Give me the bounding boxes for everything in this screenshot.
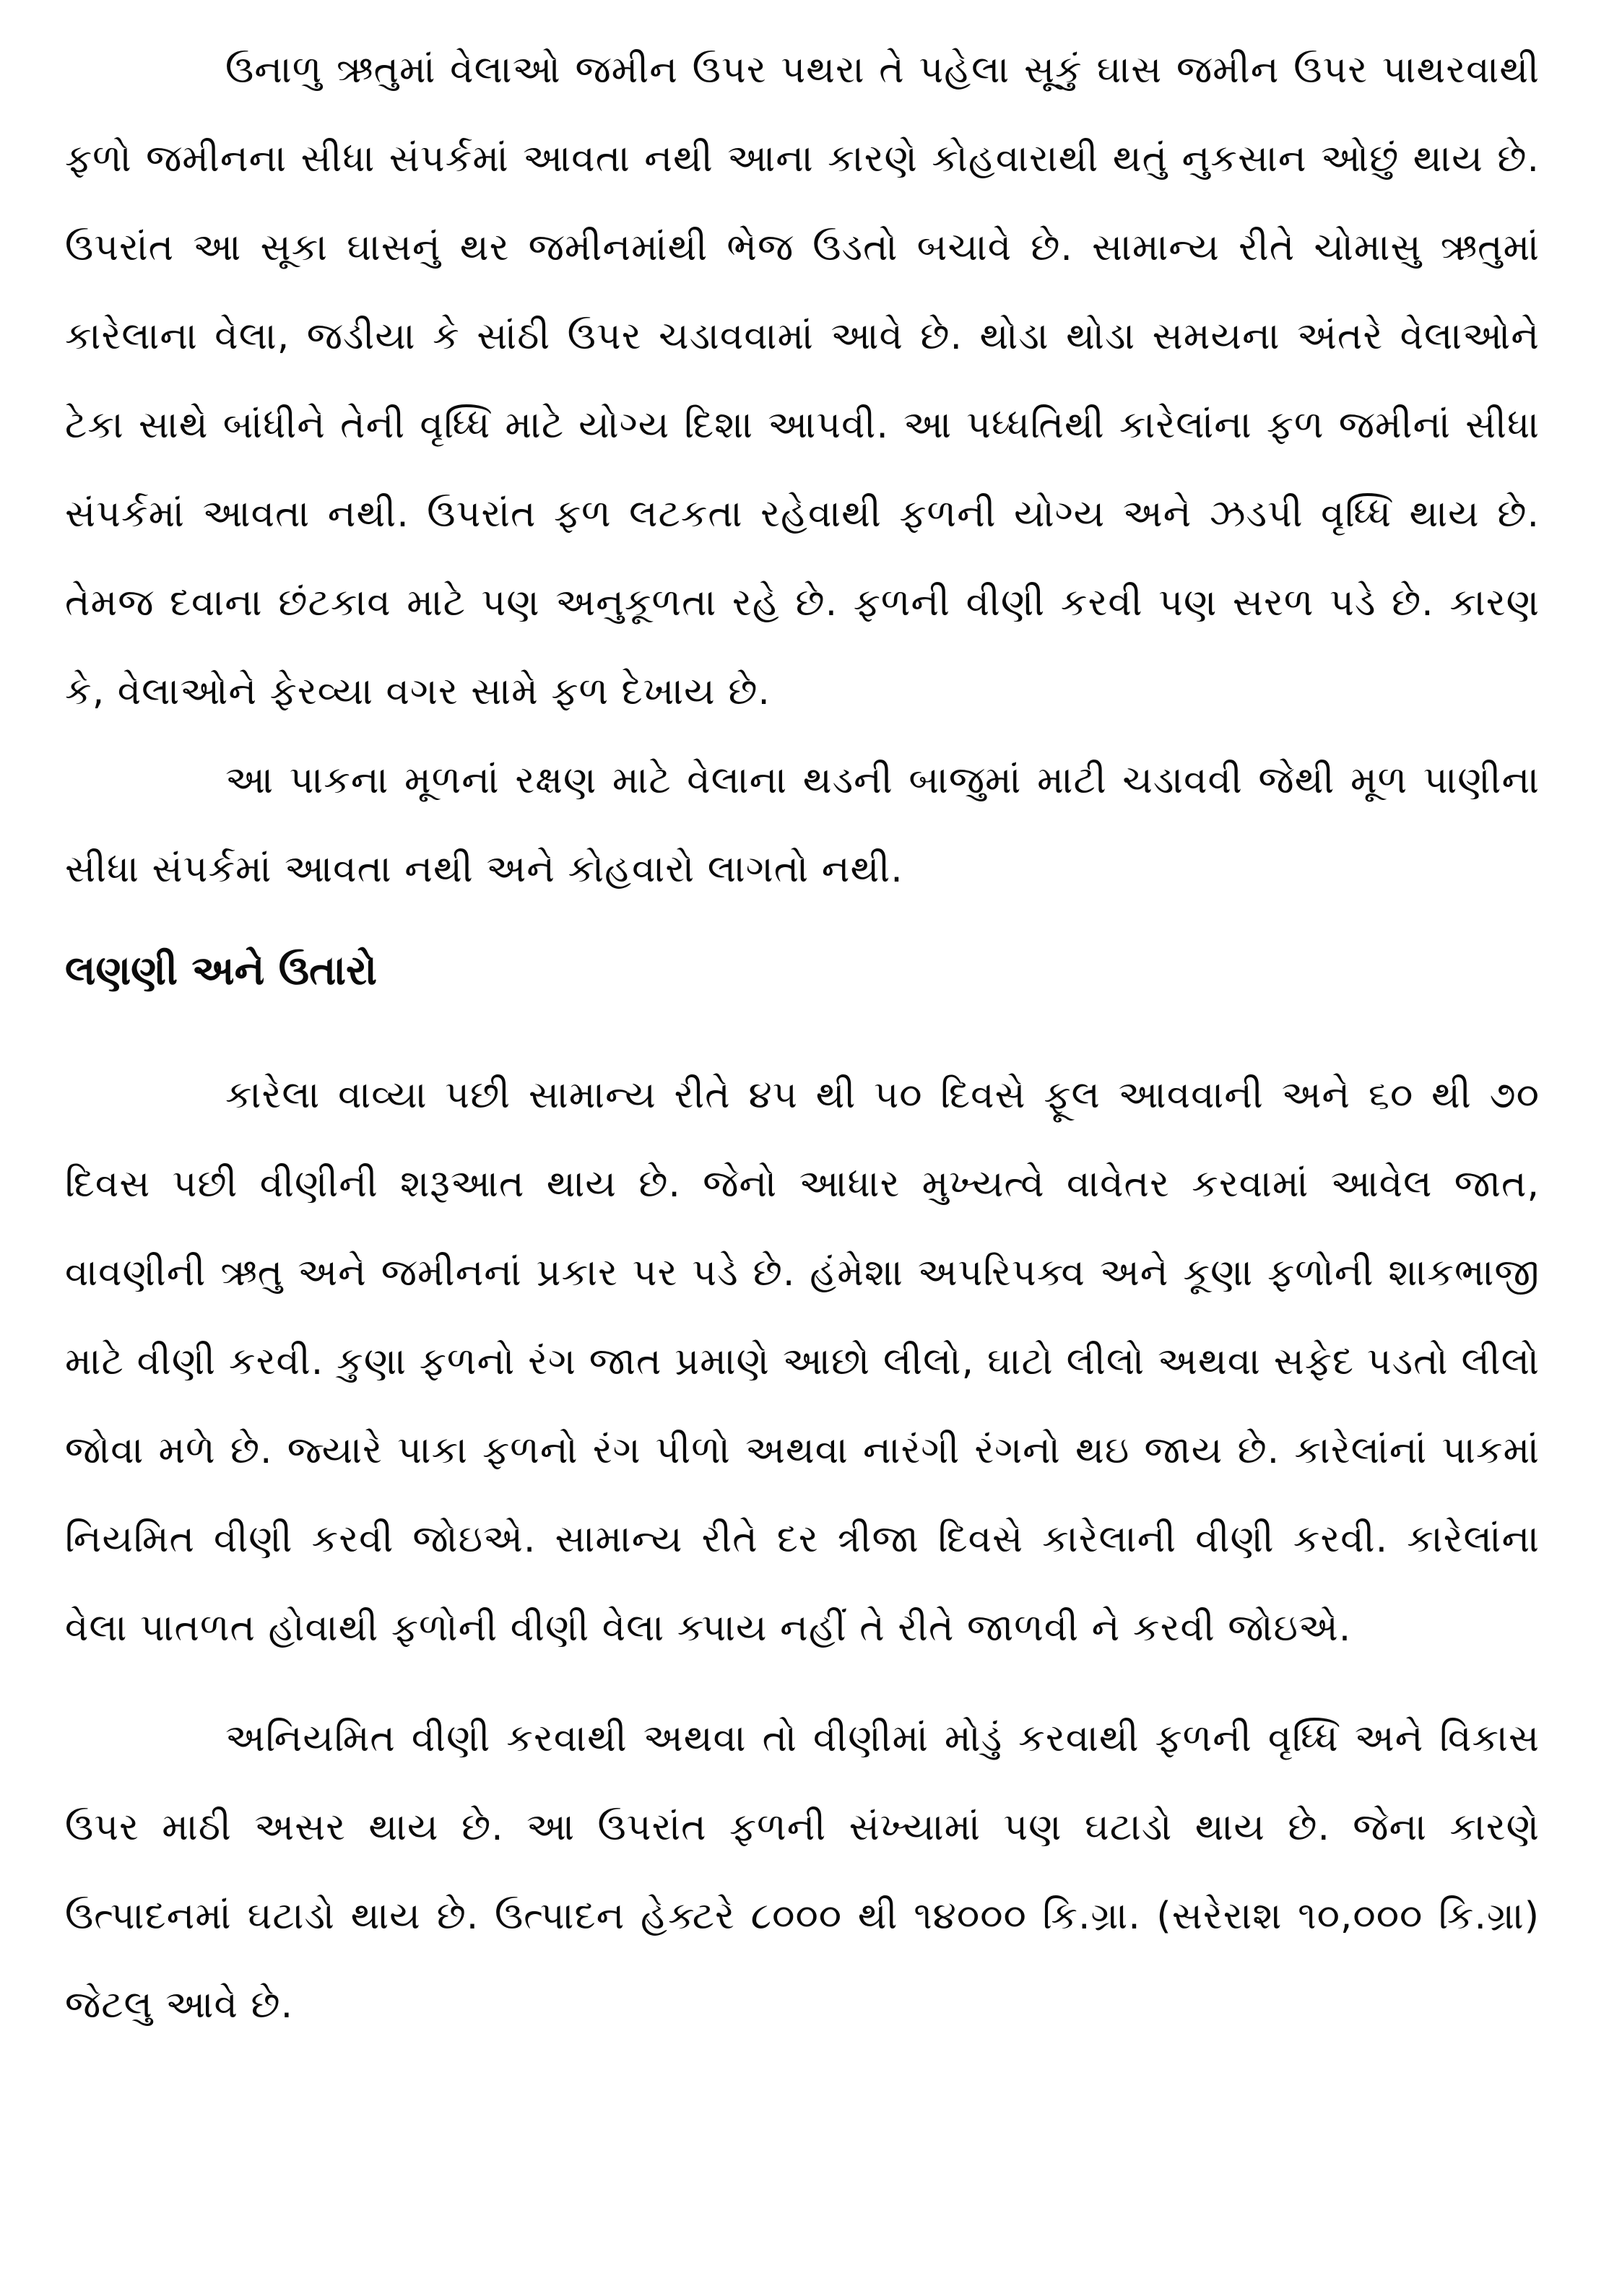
paragraph-harvest-timing: કારેલા વાવ્યા પછી સામાન્ય રીતે ૪૫ થી ૫૦ દિવસે ફૂલ આવવાની અને ૬૦ થી ૭૦ દિવસ પછી વીણીની શરૂઆત થાય છે. જેનો આધાર મુખ્યત્વે વાવેતર કરવામાં આવેલ જાત, વાવણીની ઋતુ અને જમીનનાં પ્રકાર પર પડે છે. હંમેશા અપરિપક્વ અને કૂણા ફળોની શાકભાજી માટે વીણી કરવી. કુણા ફળનો રંગ જાત પ્રમાણે આછો લીલો, ઘાટો લીલો અથવા સફેદ પડતો લીલો જોવા મળે છે. જ્યારે પાકા ફળનો રંગ પીળો અથવા નારંગી રંગનો થઇ જાય છે. કારેલાંનાં પાકમાં નિયમિત વીણી કરવી જોઇએ. સામાન્ય રીતે દર ત્રીજા દિવસે કારેલાની વીણી કરવી. કારેલાંના વેલા પાતળત હોવાથી ફળોની વીણી વેલા ક્પાય નહીં તે રીતે જાળવી ને કરવી જોઇએ.: [65, 1074, 1540, 1650]
section-heading-harvest-and-yield: લણણી અને ઉતારો: [65, 947, 377, 994]
paragraph-root-protection: આ પાકના મૂળનાં રક્ષણ માટે વેલાના થડની બાજુમાં માટી ચડાવવી જેથી મૂળ પાણીના સીધા સંપર્કમાં આવતા નથી અને કોહવારો લાગતો નથી.: [65, 759, 1540, 891]
paragraph-mulching-and-staking: ઉનાળુ ઋતુમાં વેલાઓ જમીન ઉપર પથરા તે પહેલા સૂકું ઘાસ જમીન ઉપર પાથરવાથી ફળો જમીનના સીધા સંપર્કમાં આવતા નથી આના કારણે કોહવારાથી થતું નુકસાન ઓછું થાય છે. ઉપરાંત આ સૂકા ઘાસનું થર જમીનમાંથી ભેજ ઉડતો બચાવે છે. સામાન્ય રીતે ચોમાસુ ઋતુમાં કારેલાના વેલા, જડીયા કે સાંઠી ઉપર ચડાવવામાં આવે છે. થોડા થોડા સમયના અંતરે વેલાઓને ટેકા સાથે બાંધીને તેની વૃધ્ધિ માટે યોગ્ય દિશા આપવી. આ પધ્ધતિથી કારેલાંના ફળ જમીનાં સીધા સંપર્કમાં આવતા નથી. ઉપરાંત ફળ લટકતા રહેવાથી ફળની યોગ્ય અને ઝડપી વૃધ્ધિ થાય છે. તેમજ દવાના છંટકાવ માટે પણ અનુકૂળતા રહે છે. ફળની વીણી કરવી પણ સરળ પડે છે. કારણ કે, વેલાઓને ફેરવ્યા વગર સામે ફળ દેખાય છે.: [65, 48, 1540, 713]
paragraph-yield: અનિયમિત વીણી કરવાથી અથવા તો વીણીમાં મોડું કરવાથી ફળની વૃધ્ધિ અને વિકાસ ઉપર માઠી અસર થાય છે. આ ઉપરાંત ફળની સંખ્યામાં પણ ઘટાડો થાય છે. જેના કારણે ઉત્પાદનમાં ઘટાડો થાય છે. ઉત્પાદન હેક્ટરે ૮૦૦૦ થી ૧૪૦૦૦ કિ.ગ્રા. (સરેરાશ ૧૦,૦૦૦ કિ.ગ્રા) જેટલુ આવે છે.: [65, 1717, 1540, 2027]
